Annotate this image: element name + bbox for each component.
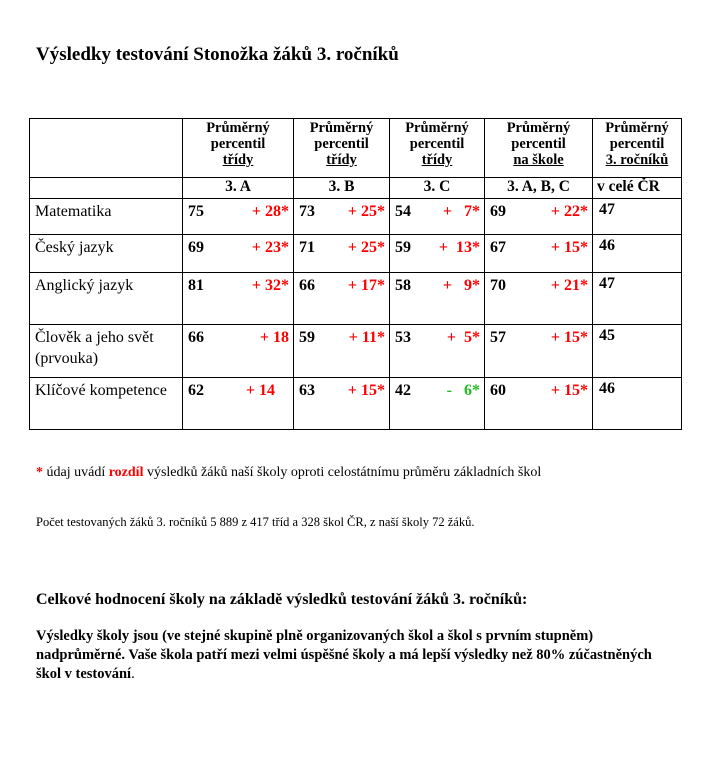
school-value: 69	[490, 203, 506, 220]
evaluation-text	[36, 627, 676, 684]
class-c-value: 53	[395, 329, 411, 346]
subject-name: Matematika	[30, 199, 183, 235]
cr-value: 47	[593, 199, 682, 235]
cr-value: 46	[593, 235, 682, 273]
table-row	[30, 325, 682, 378]
class-b-cell	[294, 235, 390, 273]
class-a-diff: + 23*	[251, 239, 289, 256]
class-c-diff: + 13*	[438, 239, 480, 256]
class-b-diff: + 11*	[348, 329, 385, 346]
class-b-cell	[294, 273, 390, 325]
school-value: 67	[490, 239, 506, 256]
class-c-cell	[390, 273, 485, 325]
class-b-value: 59	[299, 329, 315, 346]
class-c-value: 54	[395, 203, 411, 220]
footnote-text-after: výsledků žáků naší školy oproti celostátnímu průměru základních škol	[143, 465, 542, 480]
class-b-diff: + 15*	[347, 382, 385, 399]
school-diff: + 15*	[550, 329, 588, 346]
school-diff: + 21*	[550, 277, 588, 294]
cr-value: 47	[593, 273, 682, 325]
class-b-cell	[294, 199, 390, 235]
class-c-value: 58	[395, 277, 411, 294]
table-row	[30, 273, 682, 325]
table-row	[30, 235, 682, 273]
class-a-value: 69	[188, 239, 204, 256]
class-c-diff: + 5*	[446, 329, 480, 346]
header-class-b: Průměrný percentil třídy	[294, 119, 390, 178]
subject-name: Člověk a jeho svět (prvouka)	[30, 325, 183, 378]
class-a-value: 81	[188, 277, 204, 294]
footnote-star: *	[36, 465, 43, 480]
results-table	[29, 118, 682, 430]
school-cell	[485, 325, 593, 378]
footnote	[36, 465, 541, 481]
class-c-value: 42	[395, 382, 411, 399]
class-b-value: 66	[299, 277, 315, 294]
class-c-cell	[390, 199, 485, 235]
class-a-diff: + 18	[259, 329, 289, 346]
subheader-empty-cell	[30, 178, 183, 199]
class-c-value: 59	[395, 239, 411, 256]
school-cell	[485, 273, 593, 325]
class-b-value: 71	[299, 239, 315, 256]
school-diff: + 15*	[550, 382, 588, 399]
school-value: 57	[490, 329, 506, 346]
header-class-a: Průměrný percentil třídy	[183, 119, 294, 178]
header-row	[30, 119, 682, 178]
class-a-diff: + 32*	[251, 277, 289, 294]
header-class-c: Průměrný percentil třídy	[390, 119, 485, 178]
class-c-cell	[390, 235, 485, 273]
class-c-diff: - 6*	[446, 382, 480, 399]
evaluation-title: Celkové hodnocení školy na základě výsledků testování žáků 3. ročníků:	[36, 591, 528, 608]
school-diff: + 22*	[550, 203, 588, 220]
school-cell	[485, 199, 593, 235]
class-b-cell	[294, 325, 390, 378]
school-cell	[485, 235, 593, 273]
class-c-diff: + 7*	[442, 203, 480, 220]
class-a-value: 75	[188, 203, 204, 220]
class-a-value: 66	[188, 329, 204, 346]
evaluation-body: Výsledky školy jsou (ve stejné skupině plně organizovaných škol a škol s prvním stupněm) nadprůměrné. Vaše škola patří mezi velmi úspěšné školy a má lepší výsledky než 80% zúčastněných škol v testování	[36, 628, 652, 682]
class-a-diff: + 14	[245, 382, 275, 399]
subheader-class-a: 3. A	[183, 178, 294, 199]
class-a-cell	[183, 378, 294, 430]
subject-name: Český jazyk	[30, 235, 183, 273]
subheader-cr: v celé ČR	[593, 178, 682, 199]
class-a-diff: + 28*	[251, 203, 289, 220]
school-value: 60	[490, 382, 506, 399]
subheader-class-c: 3. C	[390, 178, 485, 199]
class-b-diff: + 25*	[347, 239, 385, 256]
class-a-cell	[183, 199, 294, 235]
header-cr: Průměrný percentil 3. ročníků	[593, 119, 682, 178]
table-row	[30, 199, 682, 235]
class-b-diff: + 17*	[347, 277, 385, 294]
class-a-cell	[183, 273, 294, 325]
subheader-school: 3. A, B, C	[485, 178, 593, 199]
class-a-value: 62	[188, 382, 204, 399]
class-b-diff: + 25*	[347, 203, 385, 220]
evaluation-end: .	[131, 666, 135, 682]
subheader-class-b: 3. B	[294, 178, 390, 199]
subheader-row	[30, 178, 682, 199]
class-b-cell	[294, 378, 390, 430]
table-row	[30, 378, 682, 430]
cr-value: 46	[593, 378, 682, 430]
footnote-text-before: údaj uvádí	[43, 465, 109, 480]
header-empty-cell	[30, 119, 183, 178]
subject-name: Klíčové kompetence	[30, 378, 183, 430]
school-cell	[485, 378, 593, 430]
school-value: 70	[490, 277, 506, 294]
tested-count-text: Počet testovaných žáků 3. ročníků 5 889 z 417 tříd a 328 škol ČR, z naší školy 72 žáků.	[36, 515, 475, 529]
class-b-value: 63	[299, 382, 315, 399]
subject-name: Anglický jazyk	[30, 273, 183, 325]
class-c-diff: + 9*	[442, 277, 480, 294]
class-b-value: 73	[299, 203, 315, 220]
header-school: Průměrný percentil na škole	[485, 119, 593, 178]
page-title: Výsledky testování Stonožka žáků 3. ročníků	[36, 44, 399, 65]
class-c-cell	[390, 378, 485, 430]
class-c-cell	[390, 325, 485, 378]
class-a-cell	[183, 235, 294, 273]
class-a-cell	[183, 325, 294, 378]
school-diff: + 15*	[550, 239, 588, 256]
cr-value: 45	[593, 325, 682, 378]
footnote-highlight: rozdíl	[108, 465, 144, 480]
